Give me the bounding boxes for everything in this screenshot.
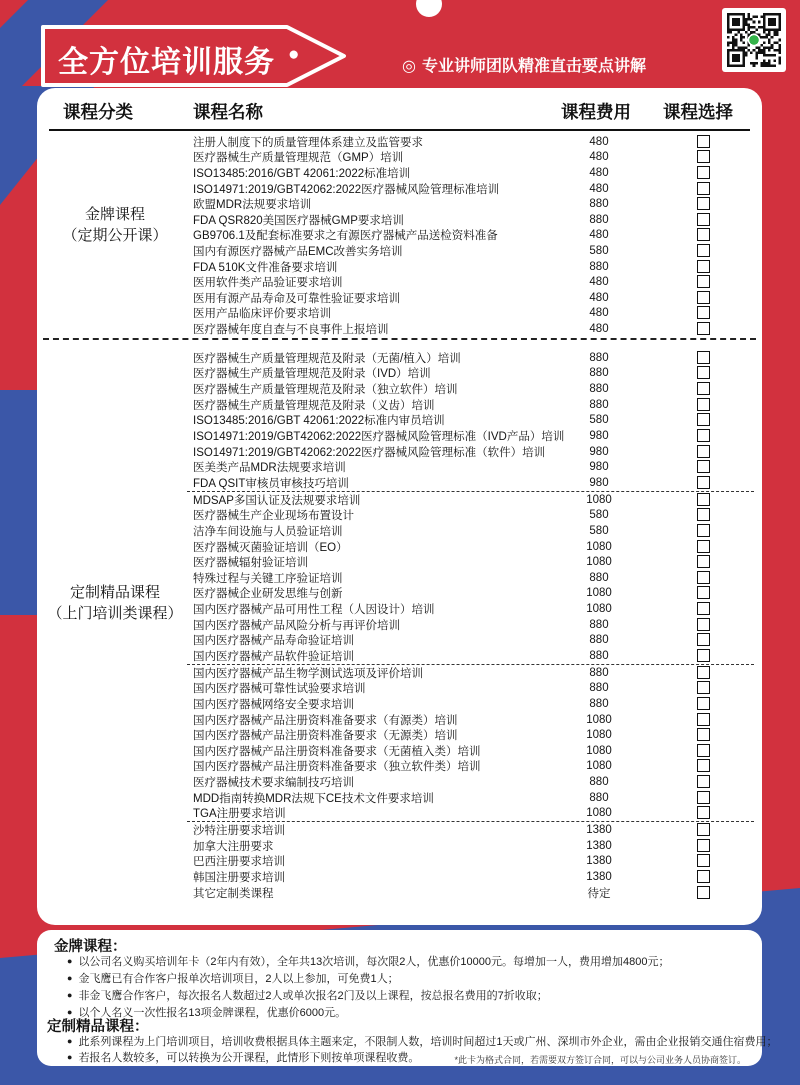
course-fee: 880 — [589, 383, 609, 396]
course-name-label: 国内有源医疗器械产品EMC改善实务培训 — [193, 245, 403, 258]
table-row — [37, 601, 762, 617]
course-fee: 1080 — [586, 760, 612, 773]
table-row — [37, 633, 762, 649]
course-name-label: 医用产品临床评价要求培训 — [193, 308, 331, 321]
course-checkbox[interactable] — [697, 540, 710, 553]
header-subtitle — [402, 53, 646, 76]
note-bullet-text: 金飞鹰已有合作客户报单次培训项目，2人以上参加，可免费1人； — [78, 973, 399, 985]
notes-heading-gold: 金牌课程： — [54, 939, 127, 955]
table-row — [37, 492, 762, 508]
table-row — [37, 134, 762, 150]
notes-bullets-gold — [67, 953, 669, 1021]
course-fee: 1080 — [586, 729, 612, 742]
bullseye-icon: ◎ — [402, 58, 416, 75]
course-fee: 880 — [589, 213, 609, 226]
course-checkbox[interactable] — [697, 322, 710, 335]
table-row — [37, 196, 762, 212]
course-name-label: GB9706.1及配套标准要求之有源医疗器械产品送检资料准备 — [193, 230, 498, 243]
course-checkbox[interactable] — [697, 244, 710, 257]
course-checkbox[interactable] — [697, 666, 710, 679]
course-fee: 1380 — [586, 824, 612, 837]
course-checkbox[interactable] — [697, 839, 710, 852]
bullet-dot-icon: ● — [67, 1052, 73, 1062]
course-checkbox[interactable] — [697, 649, 710, 662]
course-fee: 480 — [589, 291, 609, 304]
note-bullet-text: 以公司名义购买培训年卡（2年内有效），全年共13次培训，每次限2人，优惠价10000元。每增加一人，费用增加4800元； — [78, 956, 670, 968]
course-fee: 880 — [589, 571, 609, 584]
course-name-label: 巴西注册要求培训 — [193, 856, 285, 869]
course-fee: 980 — [589, 445, 609, 458]
col-header-category: 课程分类 — [63, 102, 133, 122]
course-checkbox[interactable] — [697, 182, 710, 195]
course-name-label: 医疗器械生产质量管理规范（GMP）培训 — [193, 152, 404, 165]
course-checkbox[interactable] — [697, 460, 710, 473]
col-header-course-name: 课程名称 — [193, 102, 263, 122]
course-name-label: 医疗器械生产质量管理规范及附录（无菌/植入）培训 — [193, 352, 461, 365]
course-name-label: 国内医疗器械可靠性试验要求培训 — [193, 683, 366, 696]
note-bullet-text: 此系列课程为上门培训项目，培训收费根据具体主题来定，不限制人数，培训时间超过1天或广州、深圳市外企业，需由企业报销交通住宿费用； — [78, 1036, 778, 1048]
table-row — [37, 165, 762, 181]
course-checkbox[interactable] — [697, 351, 710, 364]
table-row — [37, 822, 762, 838]
wechat-logo-icon — [748, 34, 759, 45]
bullet-dot-icon: ● — [67, 990, 73, 1000]
table-row — [37, 680, 762, 696]
course-checkbox[interactable] — [697, 886, 710, 899]
course-checkbox[interactable] — [697, 135, 710, 148]
bullet-dot-icon: ● — [67, 1007, 73, 1017]
course-fee: 880 — [589, 398, 609, 411]
course-name-label: 特殊过程与关键工序验证培训 — [193, 572, 343, 585]
note-bullet — [67, 953, 669, 970]
course-checkbox[interactable] — [697, 744, 710, 757]
course-fee: 480 — [589, 229, 609, 242]
course-fee: 880 — [589, 776, 609, 789]
course-name-label: 国内医疗器械产品注册资料准备要求（有源类）培训 — [193, 714, 458, 727]
course-name-label: 医疗器械灭菌验证培训（EO） — [193, 541, 348, 554]
table-row — [37, 243, 762, 259]
course-name-label: 医疗器械生产质量管理规范及附录（义齿）培训 — [193, 399, 435, 412]
table-row — [37, 366, 762, 382]
course-checkbox[interactable] — [697, 366, 710, 379]
course-checkbox[interactable] — [697, 197, 710, 210]
course-fee: 580 — [589, 509, 609, 522]
table-row — [37, 428, 762, 444]
table-row — [37, 570, 762, 586]
course-fee: 880 — [589, 618, 609, 631]
course-fee: 880 — [589, 682, 609, 695]
course-checkbox[interactable] — [697, 728, 710, 741]
bullet-dot-icon: ● — [67, 1036, 73, 1046]
course-checkbox[interactable] — [697, 870, 710, 883]
course-checkbox[interactable] — [697, 413, 710, 426]
course-name-label: 医疗器械年度自查与不良事件上报培训 — [193, 323, 389, 336]
table-row — [37, 413, 762, 429]
table-row — [37, 274, 762, 290]
col-header-fee: 课程费用 — [561, 102, 631, 122]
note-bullet-text: 若报名人数较多，可以转换为公开课程，此情形下则按单项课程收费。 — [78, 1052, 420, 1064]
course-name-label: 医疗器械生产质量管理规范及附录（IVD）培训 — [193, 368, 431, 381]
course-name-label: ISO13485:2016/GBT 42061:2022标准培训 — [193, 167, 411, 180]
table-row — [37, 181, 762, 197]
contract-footnote: *此卡为格式合同，若需要双方签订合同，可以与公司业务人员协商签订。 — [454, 1055, 746, 1065]
course-fee: 880 — [589, 351, 609, 364]
deco-blue-strip-left — [0, 390, 37, 615]
qr-code — [722, 8, 786, 72]
table-row — [37, 350, 762, 366]
table-row — [37, 444, 762, 460]
notes-heading-custom: 定制精品课程： — [47, 1019, 149, 1035]
course-name-label: ISO13485:2016/GBT 42061:2022标准内审员培训 — [193, 415, 445, 428]
course-name-label: 国内医疗器械产品生物学测试选项及评价培训 — [193, 667, 423, 680]
course-checkbox[interactable] — [697, 476, 710, 489]
course-checkbox[interactable] — [697, 429, 710, 442]
table-row — [37, 648, 762, 664]
table-row — [37, 838, 762, 854]
course-name-label: FDA QSIT审核员审核技巧培训 — [193, 477, 349, 490]
course-name-label: 国内医疗器械产品注册资料准备要求（独立软件类）培训 — [193, 761, 481, 774]
course-checkbox[interactable] — [697, 633, 710, 646]
category-label-custom: 定制精品课程 （上门培训类课程） — [47, 584, 183, 622]
course-name-label: 国内医疗器械产品注册资料准备要求（无菌植入类）培训 — [193, 745, 481, 758]
course-fee: 580 — [589, 524, 609, 537]
course-checkbox[interactable] — [697, 775, 710, 788]
bullet-dot-icon: ● — [67, 956, 73, 966]
table-row — [37, 459, 762, 475]
course-fee: 480 — [589, 276, 609, 289]
table-row — [37, 475, 762, 491]
course-fee: 980 — [589, 461, 609, 474]
course-fee: 580 — [589, 244, 609, 257]
course-fee: 480 — [589, 166, 609, 179]
course-name-label: MDD指南转换MDR法规下CE技术文件要求培训 — [193, 792, 434, 805]
course-name-label: 国内医疗器械网络安全要求培训 — [193, 698, 354, 711]
course-name-label: MDSAP多国认证及法规要求培训 — [193, 494, 361, 507]
table-row — [37, 854, 762, 870]
note-bullet-text: 非金飞鹰合作客户，每次报名人数超过2人或单次报名2门及以上课程，按总报名费用的7折收取； — [78, 990, 548, 1002]
course-name-label: 韩国注册要求培训 — [193, 871, 285, 884]
course-fee: 1080 — [586, 744, 612, 757]
table-row — [37, 381, 762, 397]
course-checkbox[interactable] — [697, 166, 710, 179]
table-row — [37, 617, 762, 633]
course-name-label: 医疗器械技术要求编制技巧培训 — [193, 777, 354, 790]
table-row — [37, 259, 762, 275]
table-row — [37, 554, 762, 570]
notes-card — [37, 930, 778, 1066]
course-name-label: 加拿大注册要求 — [193, 840, 274, 853]
course-checkbox[interactable] — [697, 806, 710, 819]
course-fee: 880 — [589, 634, 609, 647]
title-dot-icon: ● — [288, 44, 300, 65]
course-fee: 980 — [589, 430, 609, 443]
course-checkbox[interactable] — [697, 398, 710, 411]
course-checkbox[interactable] — [697, 759, 710, 772]
course-fee: 1080 — [586, 556, 612, 569]
course-name-label: 医用软件类产品验证要求培训 — [193, 277, 343, 290]
course-name-label: 国内医疗器械产品风险分析与再评价培训 — [193, 619, 400, 632]
table-row — [37, 290, 762, 306]
course-fee: 1080 — [586, 540, 612, 553]
course-fee: 880 — [589, 198, 609, 211]
table-row — [37, 539, 762, 555]
course-fee: 1080 — [586, 493, 612, 506]
course-name-label: 医疗器械生产质量管理规范及附录（独立软件）培训 — [193, 384, 458, 397]
table-row — [37, 727, 762, 743]
course-name-label: 沙特注册要求培训 — [193, 825, 285, 838]
course-rows-section-2 — [37, 350, 762, 900]
header-subtitle-text: 专业讲师团队精准直击要点讲解 — [421, 58, 646, 75]
course-checkbox[interactable] — [697, 493, 710, 506]
course-checkbox[interactable] — [697, 260, 710, 273]
course-checkbox[interactable] — [697, 275, 710, 288]
course-name-label: 医疗器械企业研发思维与创新 — [193, 588, 343, 601]
course-fee: 980 — [589, 476, 609, 489]
course-fee: 1080 — [586, 587, 612, 600]
course-name-label: 医疗器械生产企业现场布置设计 — [193, 510, 354, 523]
table-row — [37, 774, 762, 790]
course-name-label: 医美类产品MDR法规要求培训 — [193, 462, 346, 475]
course-name-label: 国内医疗器械产品可用性工程（人因设计）培训 — [193, 604, 435, 617]
course-checkbox[interactable] — [697, 306, 710, 319]
table-row — [37, 586, 762, 602]
course-name-label: 医用有源产品寿命及可靠性验证要求培训 — [193, 292, 400, 305]
course-checkbox[interactable] — [697, 823, 710, 836]
course-fee: 480 — [589, 307, 609, 320]
top-notch-circle — [416, 0, 442, 17]
course-fee: 1080 — [586, 807, 612, 820]
course-name-label: 注册人制度下的质量管理体系建立及监管要求 — [193, 136, 423, 149]
course-name-label: 欧盟MDR法规要求培训 — [193, 199, 312, 212]
course-fee: 580 — [589, 414, 609, 427]
table-header-rule — [49, 129, 750, 131]
course-checkbox[interactable] — [697, 571, 710, 584]
course-name-label: 国内医疗器械产品注册资料准备要求（无源类）培训 — [193, 730, 458, 743]
course-checkbox[interactable] — [697, 697, 710, 710]
col-header-select: 课程选择 — [663, 102, 733, 122]
category-label-gold: 金牌课程 （定期公开课） — [62, 206, 168, 244]
course-checkbox[interactable] — [697, 228, 710, 241]
course-fee: 880 — [589, 260, 609, 273]
course-checkbox[interactable] — [697, 508, 710, 521]
course-fee: 880 — [589, 697, 609, 710]
course-name-label: ISO14971:2019/GBT42062:2022医疗器械风险管理标准培训 — [193, 183, 500, 196]
course-checkbox[interactable] — [697, 150, 710, 163]
note-bullet — [67, 970, 669, 987]
course-name-label: 其它定制类课程 — [193, 887, 274, 900]
table-row — [37, 712, 762, 728]
course-fee: 480 — [589, 322, 609, 335]
course-checkbox[interactable] — [697, 445, 710, 458]
table-row — [37, 790, 762, 806]
course-fee: 1080 — [586, 603, 612, 616]
table-row — [37, 806, 762, 822]
course-checkbox[interactable] — [697, 602, 710, 615]
course-name-label: ISO14971:2019/GBT42062:2022医疗器械风险管理标准（软件）培训 — [193, 446, 546, 459]
course-name-label: 国内医疗器械产品寿命验证培训 — [193, 635, 354, 648]
course-rows-section-1 — [37, 134, 762, 337]
course-fee: 1380 — [586, 855, 612, 868]
note-bullet — [67, 1033, 778, 1049]
title-banner — [40, 24, 350, 88]
course-checkbox[interactable] — [697, 586, 710, 599]
course-checkbox[interactable] — [697, 791, 710, 804]
table-row — [37, 321, 762, 337]
section-divider-dashed — [43, 338, 756, 340]
course-checkbox[interactable] — [697, 213, 710, 226]
course-checkbox[interactable] — [697, 713, 710, 726]
course-fee: 880 — [589, 791, 609, 804]
page-title: 全方位培训服务 — [58, 46, 275, 79]
course-name-label: FDA 510K文件准备要求培训 — [193, 261, 338, 274]
table-row — [37, 665, 762, 681]
table-row — [37, 212, 762, 228]
qr-code-pattern — [727, 13, 781, 67]
note-bullet-text: 以个人名义一次性报名13项金牌课程，优惠价6000元。 — [78, 1007, 347, 1019]
note-bullet — [67, 987, 669, 1004]
course-checkbox[interactable] — [697, 382, 710, 395]
table-row — [37, 759, 762, 775]
note-bullet — [67, 1004, 669, 1021]
table-row — [37, 696, 762, 712]
course-fee: 880 — [589, 666, 609, 679]
course-fee: 480 — [589, 151, 609, 164]
table-row — [37, 885, 762, 901]
course-checkbox[interactable] — [697, 681, 710, 694]
course-fee: 880 — [589, 367, 609, 380]
course-fee: 1380 — [586, 870, 612, 883]
course-name-label: FDA QSR820美国医疗器械GMP要求培训 — [193, 214, 404, 227]
course-checkbox[interactable] — [697, 555, 710, 568]
course-checkbox[interactable] — [697, 618, 710, 631]
table-row — [37, 523, 762, 539]
table-row — [37, 397, 762, 413]
course-fee: 480 — [589, 182, 609, 195]
bullet-dot-icon: ● — [67, 973, 73, 983]
course-name-label: 国内医疗器械产品软件验证培训 — [193, 651, 354, 663]
course-checkbox[interactable] — [697, 854, 710, 867]
course-name-label: TGA注册要求培训 — [193, 808, 286, 821]
course-fee: 480 — [589, 135, 609, 148]
course-fee: 1380 — [586, 839, 612, 852]
table-row — [37, 150, 762, 166]
course-checkbox[interactable] — [697, 291, 710, 304]
course-fee: 待定 — [587, 887, 611, 900]
table-row — [37, 306, 762, 322]
table-row — [37, 228, 762, 244]
course-name-label: ISO14971:2019/GBT42062:2022医疗器械风险管理标准（IVD产品）培训 — [193, 431, 565, 444]
course-name-label: 医疗器械辐射验证培训 — [193, 557, 308, 570]
course-fee: 880 — [589, 649, 609, 662]
course-checkbox[interactable] — [697, 524, 710, 537]
course-fee: 1080 — [586, 713, 612, 726]
table-row — [37, 507, 762, 523]
course-table-card — [37, 88, 762, 925]
table-row — [37, 743, 762, 759]
table-row — [37, 869, 762, 885]
course-name-label: 洁净车间设施与人员验证培训 — [193, 525, 343, 538]
